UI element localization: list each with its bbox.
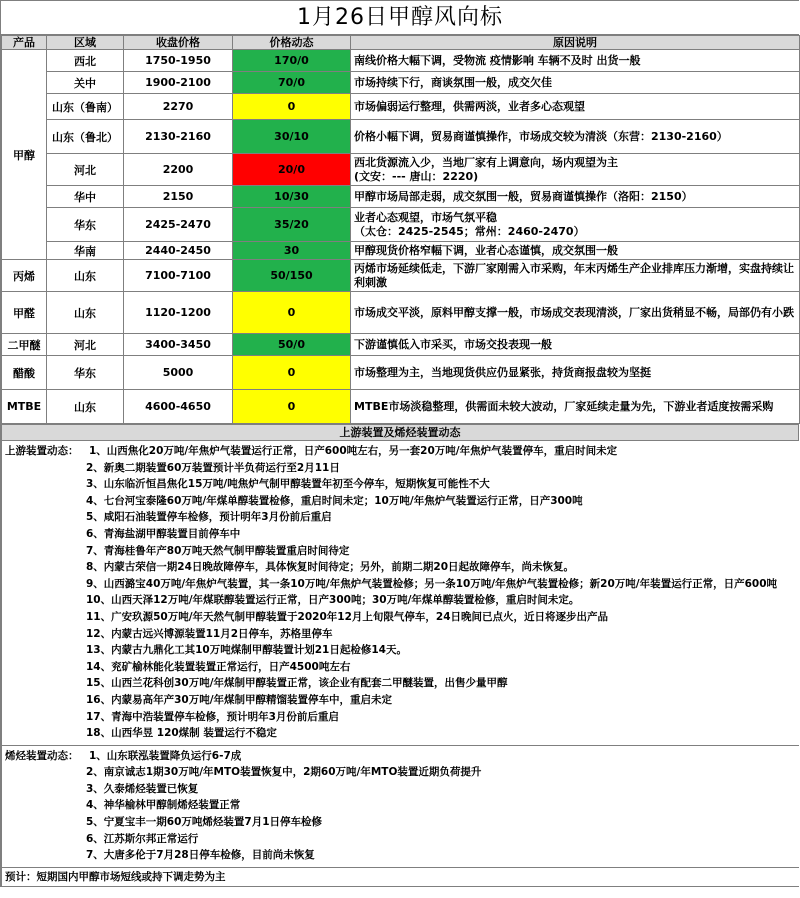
region-cell: 西北 — [47, 50, 124, 72]
region-cell: 山东（鲁南） — [47, 94, 124, 120]
table-row — [2, 154, 800, 186]
header-region: 区域 — [47, 36, 124, 50]
upstream-item — [2, 592, 799, 609]
table-row — [2, 390, 800, 424]
upstream-item — [2, 493, 799, 510]
reason-text: 市场偏弱运行整理，供需两淡，业者多心态观望 — [354, 99, 585, 113]
region-cell: 河北 — [47, 154, 124, 186]
upstream-item — [2, 543, 799, 560]
olefin-item — [2, 847, 799, 864]
upstream-text: 18、山西华昱 120煤制 装置运行不稳定 — [86, 727, 277, 740]
table-row — [2, 260, 800, 292]
upstream-item — [2, 476, 799, 493]
header-change: 价格动态 — [233, 36, 351, 50]
reason-subtext: (文安：--- 唐山：2220) — [354, 169, 479, 183]
change-cell: 70/0 — [233, 72, 351, 94]
region-cell: 山东 — [47, 260, 124, 292]
upstream-text: 17、青海中浩装置停车检修，预计明年3月份前后重启 — [86, 710, 339, 723]
upstream-item — [2, 659, 799, 676]
forecast: 预计：短期国内甲醇市场短线或持下调走势为主 — [1, 868, 799, 886]
olefin-item — [2, 748, 799, 765]
price-cell: 1120-1200 — [124, 292, 233, 334]
olefin-item — [2, 831, 799, 848]
change-cell: 30/10 — [233, 120, 351, 154]
upstream-text: 15、山西兰花科创30万吨/年煤制甲醇装置正常，该企业有配套二甲醚装置，出售少量甲醇 — [86, 677, 508, 690]
reason-text: 甲醇现货价格窄幅下调，业者心态谨慎，成交氛围一般 — [354, 243, 618, 257]
price-cell: 3400-3450 — [124, 334, 233, 356]
olefin-text: 3、久泰烯烃装置已恢复 — [86, 782, 199, 795]
price-cell: 4600-4650 — [124, 390, 233, 424]
product-cell: MTBE — [2, 390, 47, 424]
price-cell: 2440-2450 — [124, 242, 233, 260]
change-cell: 20/0 — [233, 154, 351, 186]
reason-cell — [351, 208, 800, 242]
reason-text: 价格小幅下调，贸易商谨慎操作，市场成交较为清淡（东营：2130-2160） — [354, 129, 728, 143]
region-cell: 华南 — [47, 242, 124, 260]
reason-cell — [351, 72, 800, 94]
change-cell: 0 — [233, 390, 351, 424]
region-cell: 华中 — [47, 186, 124, 208]
upstream-text: 3、山东临沂恒昌焦化15万吨/吨焦炉气制甲醇装置年初至今停车，短期恢复可能性不大 — [86, 478, 490, 491]
header-price: 收盘价格 — [124, 36, 233, 50]
price-cell: 1900-2100 — [124, 72, 233, 94]
olefin-item — [2, 814, 799, 831]
upstream-text: 16、内蒙易高年产30万吨/年煤制甲醇精馏装置停车中，重启未定 — [86, 693, 393, 706]
table-row — [2, 334, 800, 356]
upstream-item — [2, 559, 799, 576]
header-row — [2, 36, 800, 50]
change-cell: 50/0 — [233, 334, 351, 356]
upstream-block — [1, 441, 799, 746]
upstream-item — [2, 526, 799, 543]
reason-cell — [351, 154, 800, 186]
price-cell: 2270 — [124, 94, 233, 120]
product-cell: 二甲醚 — [2, 334, 47, 356]
table-row — [2, 356, 800, 390]
reason-subtext: （太仓：2425-2545；常州：2460-2470） — [354, 224, 585, 238]
reason-cell — [351, 356, 800, 390]
product-cell: 醋酸 — [2, 356, 47, 390]
upstream-item — [2, 509, 799, 526]
reason-text: MTBE市场淡稳整理，供需面未较大波动，厂家延续走量为先，下游业者适度按需采购 — [354, 399, 774, 413]
region-cell: 河北 — [47, 334, 124, 356]
olefin-item — [2, 797, 799, 814]
upstream-item — [2, 642, 799, 659]
section-title-table — [1, 424, 799, 441]
reason-text: 市场持续下行，商谈氛围一般，成交欠佳 — [354, 75, 552, 89]
table-row — [2, 94, 800, 120]
upstream-text: 7、青海桂鲁年产80万吨天然气制甲醇装置重启时间待定 — [86, 544, 350, 557]
reason-cell — [351, 260, 800, 292]
upstream-item — [2, 609, 799, 626]
product-cell: 甲醛 — [2, 292, 47, 334]
upstream-text: 13、内蒙古九鼎化工其10万吨煤制甲醇装置计划21日起检修14天。 — [86, 644, 407, 657]
reason-cell — [351, 120, 800, 154]
product-cell: 丙烯 — [2, 260, 47, 292]
change-cell: 0 — [233, 292, 351, 334]
reason-text: 甲醇市场局部走弱，成交氛围一般，贸易商谨慎操作（洛阳：2150） — [354, 189, 693, 203]
upstream-item — [2, 709, 799, 726]
olefin-text: 1、山东联泓装置降负运行6-7成 — [89, 749, 242, 762]
upstream-text: 14、兖矿榆林能化装置装置正常运行，日产4500吨左右 — [86, 660, 351, 673]
change-cell: 170/0 — [233, 50, 351, 72]
upstream-text: 1、山西焦化20万吨/年焦炉气装置运行正常，日产600吨左右，另一套20万吨/年焦炉气装置停车，重启时间未定 — [89, 445, 618, 457]
upstream-item — [2, 460, 799, 477]
price-cell: 5000 — [124, 356, 233, 390]
reason-text: 市场整理为主，当地现货供应仍显紧张，持货商报盘较为坚挺 — [354, 365, 651, 379]
olefin-item — [2, 781, 799, 798]
price-cell: 2150 — [124, 186, 233, 208]
region-cell: 山东 — [47, 292, 124, 334]
olefin-text: 5、宁夏宝丰一期60万吨烯烃装置7月1日停车检修 — [86, 816, 323, 829]
reason-cell — [351, 242, 800, 260]
reason-text: 市场成交平淡，原料甲醇支撑一般，市场成交表现清淡，厂家出货稍显不畅，局部仍有小跌 — [354, 305, 794, 319]
upstream-text: 9、山西潞宝40万吨/年焦炉气装置，其一条10万吨/年焦炉气装置检修；另一条10万吨/年焦炉气装置检修；新20万吨/年装置运行正常，日产600吨 — [86, 577, 778, 590]
region-cell: 关中 — [47, 72, 124, 94]
table-row — [2, 120, 800, 154]
upstream-item — [2, 576, 799, 593]
price-cell: 2130-2160 — [124, 120, 233, 154]
header-product: 产品 — [2, 36, 47, 50]
region-cell: 华东 — [47, 356, 124, 390]
price-cell: 2200 — [124, 154, 233, 186]
header-reason: 原因说明 — [351, 36, 800, 50]
reason-cell — [351, 186, 800, 208]
olefin-text: 2、南京诚志1期30万吨/年MTO装置恢复中，2期60万吨/年MTO装置近期负荷提升 — [86, 766, 482, 779]
reason-text: 丙烯市场延续低走，下游厂家刚需入市采购，年末丙烯生产企业排库压力渐增，实盘持续让利刺激 — [354, 261, 794, 289]
reason-cell — [351, 390, 800, 424]
price-table — [1, 35, 800, 424]
upstream-text: 8、内蒙古荣信一期24日晚故障停车，具体恢复时间待定；另外，前期二期20日起故障停车，尚未恢复。 — [86, 561, 575, 574]
region-cell: 山东 — [47, 390, 124, 424]
upstream-text: 11、广安玖源50万吨/年天然气制甲醇装置于2020年12月上旬限气停车，24日晚间已点火，近日将逐步出产品 — [86, 610, 609, 623]
reason-text: 南线价格大幅下调，受物流 疫情影响 车辆不及时 出货一般 — [354, 53, 641, 67]
upstream-text: 12、内蒙古远兴博源装置11月2日停车，苏格里停车 — [86, 627, 333, 640]
table-row — [2, 186, 800, 208]
reason-text: 业者心态观望，市场气氛平稳 — [354, 210, 497, 224]
olefin-text: 6、江苏斯尔邦正常运行 — [86, 832, 199, 845]
upstream-item — [2, 443, 799, 460]
change-cell: 35/20 — [233, 208, 351, 242]
upstream-text: 10、山西天泽12万吨/年煤联醇装置运行正常，日产300吨；30万吨/年煤单醇装置检修，重启时间未定。 — [86, 594, 580, 607]
olefin-text: 4、神华榆林甲醇制烯烃装置正常 — [86, 799, 241, 812]
olefin-text: 7、大唐多伦于7月28日停车检修，目前尚未恢复 — [86, 849, 315, 862]
price-cell: 1750-1950 — [124, 50, 233, 72]
reason-cell — [351, 292, 800, 334]
reason-text: 西北货源流入少，当地厂家有上调意向，场内观望为主 — [354, 155, 618, 169]
table-row — [2, 208, 800, 242]
reason-cell — [351, 50, 800, 72]
upstream-text: 6、青海盐湖甲醇装置目前停车中 — [86, 527, 241, 540]
upstream-text: 5、咸阳石油装置停车检修，预计明年3月份前后重启 — [86, 511, 332, 524]
upstream-text: 4、七台河宝泰隆60万吨/年煤单醇装置检修，重启时间未定；10万吨/年焦炉气装置运行正常，日产300吨 — [86, 494, 583, 507]
section-title: 上游装置及烯烃装置动态 — [2, 425, 799, 441]
table-row — [2, 50, 800, 72]
olefin-item — [2, 764, 799, 781]
upstream-item — [2, 675, 799, 692]
change-cell: 0 — [233, 356, 351, 390]
change-cell: 50/150 — [233, 260, 351, 292]
change-cell: 30 — [233, 242, 351, 260]
table-row — [2, 242, 800, 260]
reason-cell — [351, 94, 800, 120]
table-row — [2, 292, 800, 334]
olefin-block — [1, 746, 799, 868]
reason-text: 下游谨慎低入市采买，市场交投表现一般 — [354, 337, 552, 351]
region-cell: 山东（鲁北） — [47, 120, 124, 154]
upstream-item — [2, 725, 799, 742]
reason-cell — [351, 334, 800, 356]
upstream-item — [2, 692, 799, 709]
change-cell: 10/30 — [233, 186, 351, 208]
price-cell: 2425-2470 — [124, 208, 233, 242]
table-row — [2, 72, 800, 94]
page-title: 1月26日甲醇风向标 — [1, 1, 799, 35]
upstream-item — [2, 626, 799, 643]
region-cell: 华东 — [47, 208, 124, 242]
product-cell: 甲醇 — [2, 50, 47, 260]
change-cell: 0 — [233, 94, 351, 120]
olefin-label: 烯烃装置动态： — [5, 749, 79, 762]
price-cell: 7100-7100 — [124, 260, 233, 292]
upstream-label: 上游装置动态： — [5, 445, 79, 457]
upstream-text: 2、新奥二期装置60万装置预计半负荷运行至2月11日 — [86, 461, 340, 474]
